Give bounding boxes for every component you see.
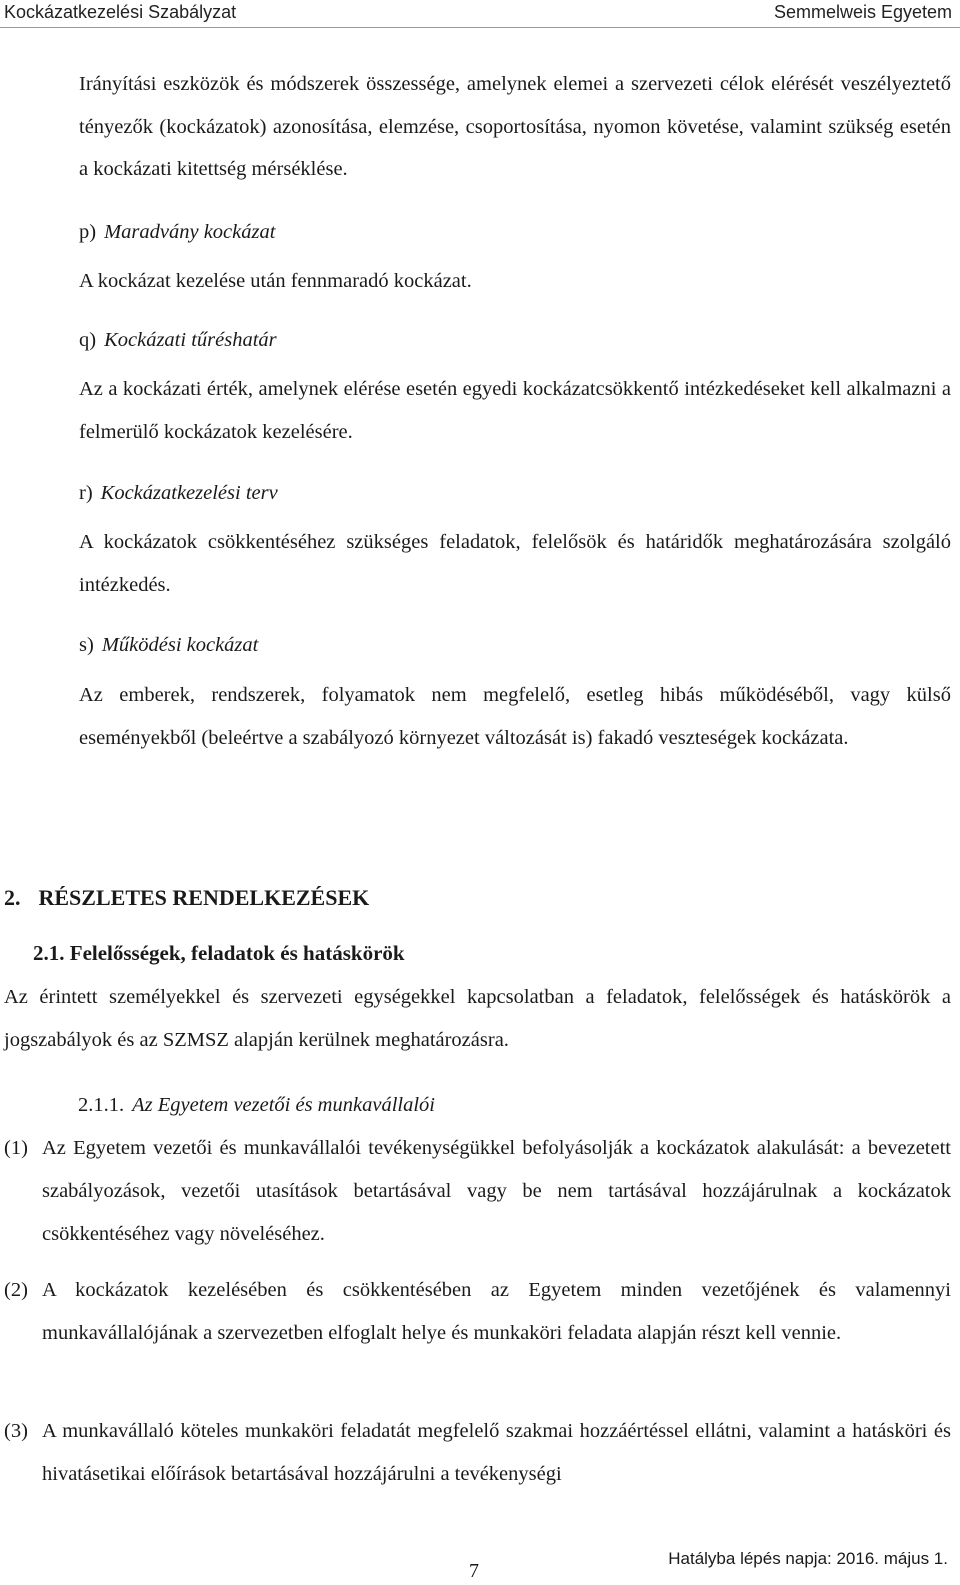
item-number: (2) xyxy=(4,1279,28,1301)
subsection-paragraph: Az érintett személyekkel és szervezeti egységekkel kapcsolatban a feladatok, felelősségek és hatáskörök a jogszabályok és az SZMSZ alapján kerülnek meghatározásra. xyxy=(4,986,951,1051)
effective-date: Hatályba lépés napja: 2016. május 1. xyxy=(668,1549,948,1568)
definition-letter: r) xyxy=(79,482,93,504)
subsection-heading: 2.1. Felelősségek, feladatok és hatáskörök xyxy=(33,941,405,965)
definition-title: Működési kockázat xyxy=(101,634,259,656)
definition-letter: q) xyxy=(79,329,97,351)
definition-q-heading xyxy=(79,325,277,355)
section-title: RÉSZLETES RENDELKEZÉSEK xyxy=(38,885,370,910)
numbered-item-3 xyxy=(4,1410,951,1496)
header-document-title: Kockázatkezelési Szabályzat xyxy=(4,2,237,22)
definition-title: Kockázati tűréshatár xyxy=(104,329,277,351)
section-heading xyxy=(4,885,369,911)
item-text: A kockázatok kezelésében és csökkentésében az Egyetem minden vezetőjének és valamennyi munkavállalójának a szervezetben elfoglalt helye és munkaköri feladata alapján részt kell vennie. xyxy=(42,1279,951,1344)
subsubsection-number: 2.1.1. xyxy=(78,1094,125,1116)
definition-r-heading xyxy=(79,478,278,508)
definition-s-text: Az emberek, rendszerek, folyamatok nem megfelelő, esetleg hibás működéséből, vagy külső eseményekből (beleértve a szabályozó környezet változását is) fakadó veszteségek kockázata. xyxy=(79,684,951,749)
subsubsection-title: Az Egyetem vezetői és munkavállalói xyxy=(132,1094,435,1116)
item-text: A munkavállaló köteles munkaköri feladatát megfelelő szakmai hozzáértéssel ellátni, valamint a hatásköri és hivatásetikai előírások betartásával hozzájárulni a tevékenységi xyxy=(42,1420,951,1485)
definition-s-heading xyxy=(79,630,258,660)
subsubsection-heading xyxy=(78,1094,435,1117)
numbered-item-1 xyxy=(4,1127,951,1256)
definition-r-text: A kockázatok csökkentéséhez szükséges feladatok, felelősök és határidők meghatározására szolgáló intézkedés. xyxy=(79,531,951,596)
section-number: 2. xyxy=(4,885,21,910)
definition-title: Kockázatkezelési terv xyxy=(100,482,278,504)
definition-p-text: A kockázat kezelése után fennmaradó kockázat. xyxy=(79,270,472,292)
definition-letter: p) xyxy=(79,221,97,243)
item-number: (1) xyxy=(4,1137,28,1159)
definition-title: Maradvány kockázat xyxy=(104,221,276,243)
definition-q-text: Az a kockázati érték, amelynek elérése esetén egyedi kockázatcsökkentő intézkedéseket kell alkalmazni a felmerülő kockázatok kezelésére. xyxy=(79,378,951,443)
intro-paragraph: Irányítási eszközök és módszerek összessége, amelynek elemei a szervezeti célok elérését veszélyeztető tényezők (kockázatok) azonosítása, elemzése, csoportosítása, nyomon követése, valamint szükség esetén a kockázati kitettség mérséklése. xyxy=(79,73,951,180)
item-text: Az Egyetem vezetői és munkavállalói tevékenységükkel befolyásolják a kockázatok alakulását: a bevezetett szabályozások, vezetői utasítások betartásával vagy be nem tartásával hozzájárulnak a kockázatok csökkentéséhez vagy növeléséhez. xyxy=(42,1137,951,1245)
numbered-item-2 xyxy=(4,1269,951,1355)
definition-letter: s) xyxy=(79,634,94,656)
definition-p-heading xyxy=(79,217,275,247)
header-institution: Semmelweis Egyetem xyxy=(773,2,952,22)
page-header xyxy=(0,0,960,28)
page-number: 7 xyxy=(469,1560,479,1582)
item-number: (3) xyxy=(4,1420,28,1442)
